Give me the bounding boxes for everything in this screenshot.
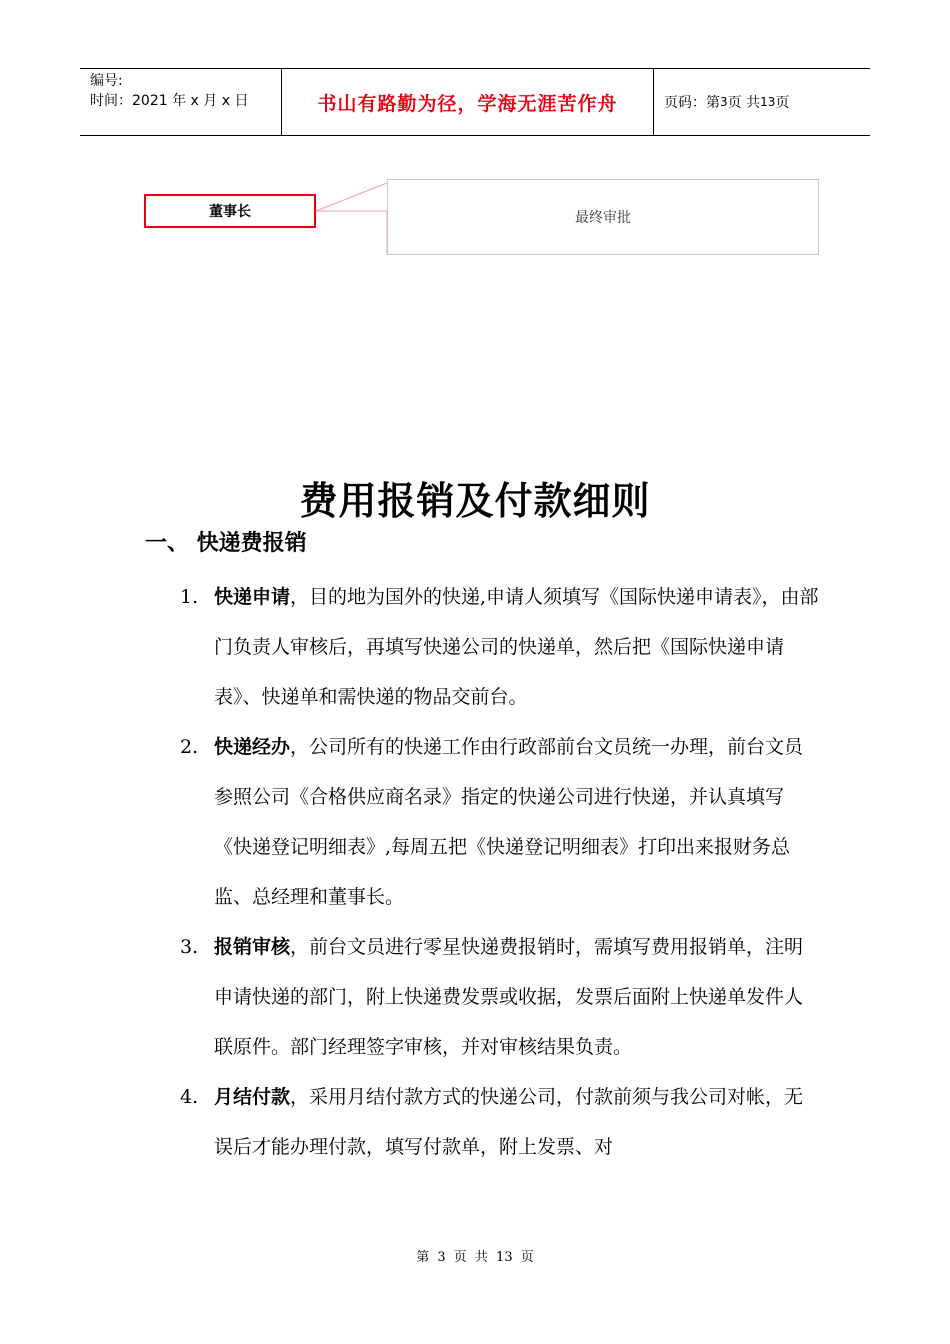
list-item — [180, 1072, 820, 1172]
page-footer: 第 3 页 共 13 页 — [416, 1250, 534, 1265]
org-node-chairman: 董事长 — [144, 194, 316, 228]
page-current: 3 — [720, 95, 728, 109]
section-heading: 一、 快递费报销 — [145, 531, 307, 556]
serial-number-label: 编号: — [90, 73, 123, 89]
rules-list — [180, 572, 820, 1172]
list-item — [180, 722, 820, 922]
item-number: 3. — [180, 936, 199, 958]
page-prefix: 页码：第 — [664, 95, 720, 111]
header-page-number — [654, 69, 870, 135]
page-header — [80, 68, 870, 136]
item-number: 2. — [180, 736, 199, 758]
item-term: 报销审核 — [214, 936, 291, 958]
item-number: 4. — [180, 1086, 199, 1108]
list-item — [180, 922, 820, 1072]
item-term: 快递经办 — [214, 736, 291, 758]
item-text: ，目的地为国外的快递,申请人须填写《国际快递申请表》，由部门负责人审核后，再填写快递公司的快递单，然后把《国际快递申请表》、快递单和需快递的物品交前台。 — [214, 586, 819, 708]
document-title: 费用报销及付款细则 — [299, 479, 651, 523]
list-item — [180, 572, 820, 722]
page-suffix: 页 — [775, 95, 790, 111]
item-text: ，公司所有的快递工作由行政部前台文员统一办理，前台文员参照公司《合格供应商名录》指定的快递公司进行快递，并认真填写《快递登记明细表》,每周五把《快递登记明细表》打印出来报财务总监、总经理和董事长。 — [214, 736, 804, 908]
date-label: 时间：2021 年 x 月 x 日 — [90, 93, 249, 109]
page-total: 13 — [760, 95, 776, 109]
motto-text: 书山有路勤为径，学海无涯苦作舟 — [317, 92, 618, 115]
header-motto-cell — [282, 69, 654, 135]
item-term: 月结付款 — [214, 1086, 291, 1108]
callout-final-approval: 最终审批 — [387, 179, 819, 255]
header-meta — [80, 69, 282, 135]
page-mid: 页 共 — [727, 95, 761, 111]
item-text: ，采用月结付款方式的快递公司，付款前须与我公司对帐，无误后才能办理付款，填写付款单，附上发票、对 — [214, 1086, 804, 1158]
item-text: ，前台文员进行零星快递费报销时，需填写费用报销单，注明申请快递的部门，附上快递费发票或收据，发票后面附上快递单发件人联原件。部门经理签字审核，并对审核结果负责。 — [214, 936, 804, 1058]
item-number: 1. — [180, 586, 199, 608]
item-term: 快递申请 — [214, 586, 291, 608]
callout-connector — [0, 0, 950, 300]
